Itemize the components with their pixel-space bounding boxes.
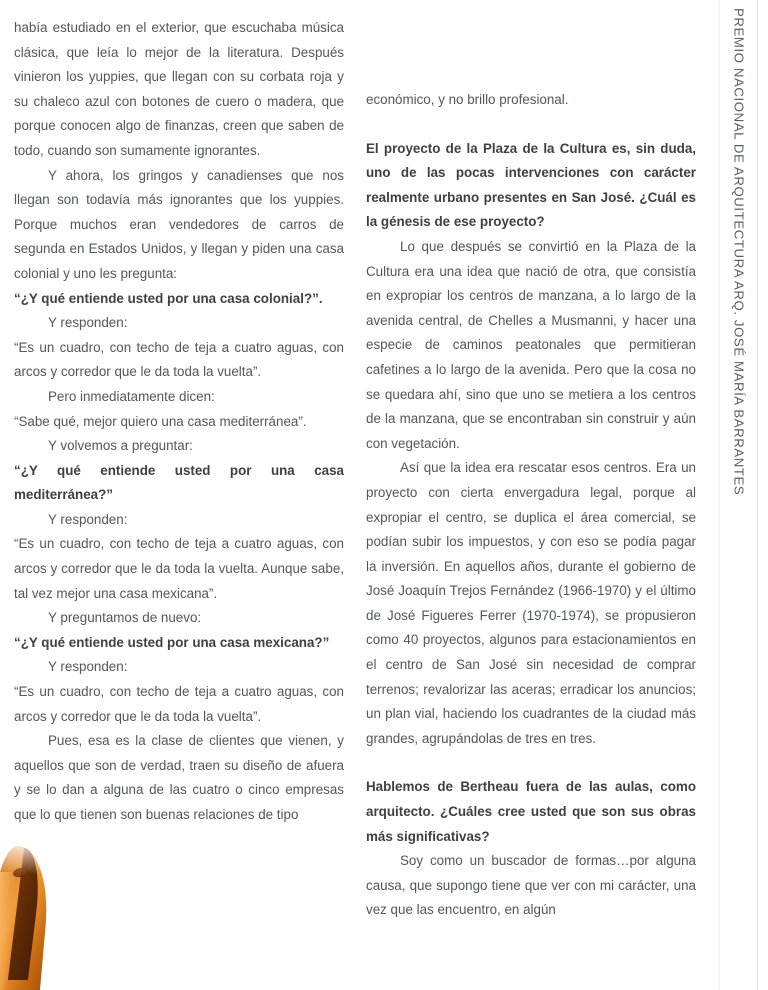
- paragraph: económico, y no brillo profesional.: [366, 92, 569, 107]
- paragraph: “Es un cuadro, con techo de teja a cuatro aguas, con arcos y corredor que le da toda la vuelta”.: [14, 684, 344, 724]
- paragraph: “Sabe qué, mejor quiero una casa mediterránea”.: [14, 413, 307, 429]
- paragraph: Y ahora, los gringos y canadienses que nos llegan son todavía más ignorantes que los yuppies. Porque muchos eran vendedores de carros de segunda en Estados Unidos, y llegan y piden una casa colonial y uno les pregunta:: [14, 167, 344, 281]
- paragraph: Y volvemos a preguntar:: [48, 438, 193, 454]
- interview-question: Hablemos de Bertheau fuera de las aulas, como arquitecto. ¿Cuáles cree usted que son sus obras más significativas?: [366, 779, 696, 844]
- vertical-running-head: [728, 8, 750, 528]
- paragraph: Pues, esa es la clase de clientes que vienen, y aquellos que son de verdad, traen su diseño de afuera y se lo dan a alguna de las cuatro o cinco empresas que lo que tienen son buenas relaciones de tipo: [14, 733, 344, 822]
- paragraph: Y responden:: [48, 511, 128, 527]
- paragraph: Soy como un buscador de formas…por alguna causa, que supongo tiene que ver con mi carácter, una vez que las encuentro, en algún: [366, 853, 696, 918]
- quoted-question: “¿Y qué entiende usted por una casa colonial?”.: [14, 290, 323, 306]
- quoted-question: “¿Y qué entiende usted por una casa mediterránea?”: [14, 462, 344, 503]
- paragraph: “Es un cuadro, con techo de teja a cuatro aguas, con arcos y corredor que le da toda la vuelta. Aunque sabe, tal vez mejor una casa mexicana”.: [14, 536, 344, 601]
- page-edge-rule-inner: [719, 0, 720, 990]
- running-head-text: PREMIO NACIONAL DE ARQUITECTURA ARQ. JOSÉ MARÍA BARRANTES: [731, 8, 747, 496]
- paragraph: “Es un cuadro, con techo de teja a cuatro aguas, con arcos y corredor que le da toda la vuelta”.: [14, 339, 344, 380]
- paragraph: había estudiado en el exterior, que escuchaba música clásica, que leía lo mejor de la literatura. Después vinieron los yuppies, que llegan con su corbata roja y su chaleco azul con botones de cuero o madera, que porque conocen algo de finanzas, creen que saben de todo, cuando son sumamente ignorantes.: [14, 20, 344, 158]
- paragraph: Pero inmediatamente dicen:: [48, 388, 215, 404]
- quoted-question: “¿Y qué entiende usted por una casa mexicana?”: [14, 634, 330, 650]
- paragraph: Y responden:: [48, 659, 128, 675]
- left-text-column: [14, 0, 344, 828]
- right-text-column: [366, 0, 696, 923]
- page-edge-rule-outer: [757, 0, 758, 990]
- paragraph: Lo que después se convirtió en la Plaza de la Cultura era una idea que nació de otra, que consistía en expropiar los centros de manzana, a lo largo de la avenida central, de Chelles a Musmanni, y hacer una especie de caminos peatonales que permitieran cafetines a lo largo de la avenida. Pero que la cosa no se quedara ahí, sino que uno se metiera a los centros de la manzana, que se encontraban sin construir y aún con vegetación.: [366, 238, 696, 451]
- paragraph: Así que la idea era rescatar esos centros. Era un proyecto con cierta envergadura legal, porque al expropiar el centro, se duplica el área comercial, se podían subir los impuestos, y con eso se podía pagar la inversión. En aquellos años, durante el gobierno de José Joaquín Trejos Fernández (1966-1970) y el último de José Figueres Ferrer (1970-1974), se propusieron como 40 proyectos, algunos para estacionamientos en el centro de San José sin necesidad de comprar terrenos; revalorizar las aceras; erradicar los anuncios; un plan vial, haciendo los cuadrantes de la ciudad más grandes, agrupándolas de tres en tres.: [366, 460, 696, 746]
- paragraph: Y preguntamos de nuevo:: [48, 610, 202, 626]
- paragraph: Y responden:: [48, 315, 128, 331]
- interview-question: El proyecto de la Plaza de la Cultura es, sin duda, uno de las pocas intervenciones con carácter realmente urbano presentes en San José. ¿Cuál es la génesis de ese proyecto?: [366, 140, 696, 230]
